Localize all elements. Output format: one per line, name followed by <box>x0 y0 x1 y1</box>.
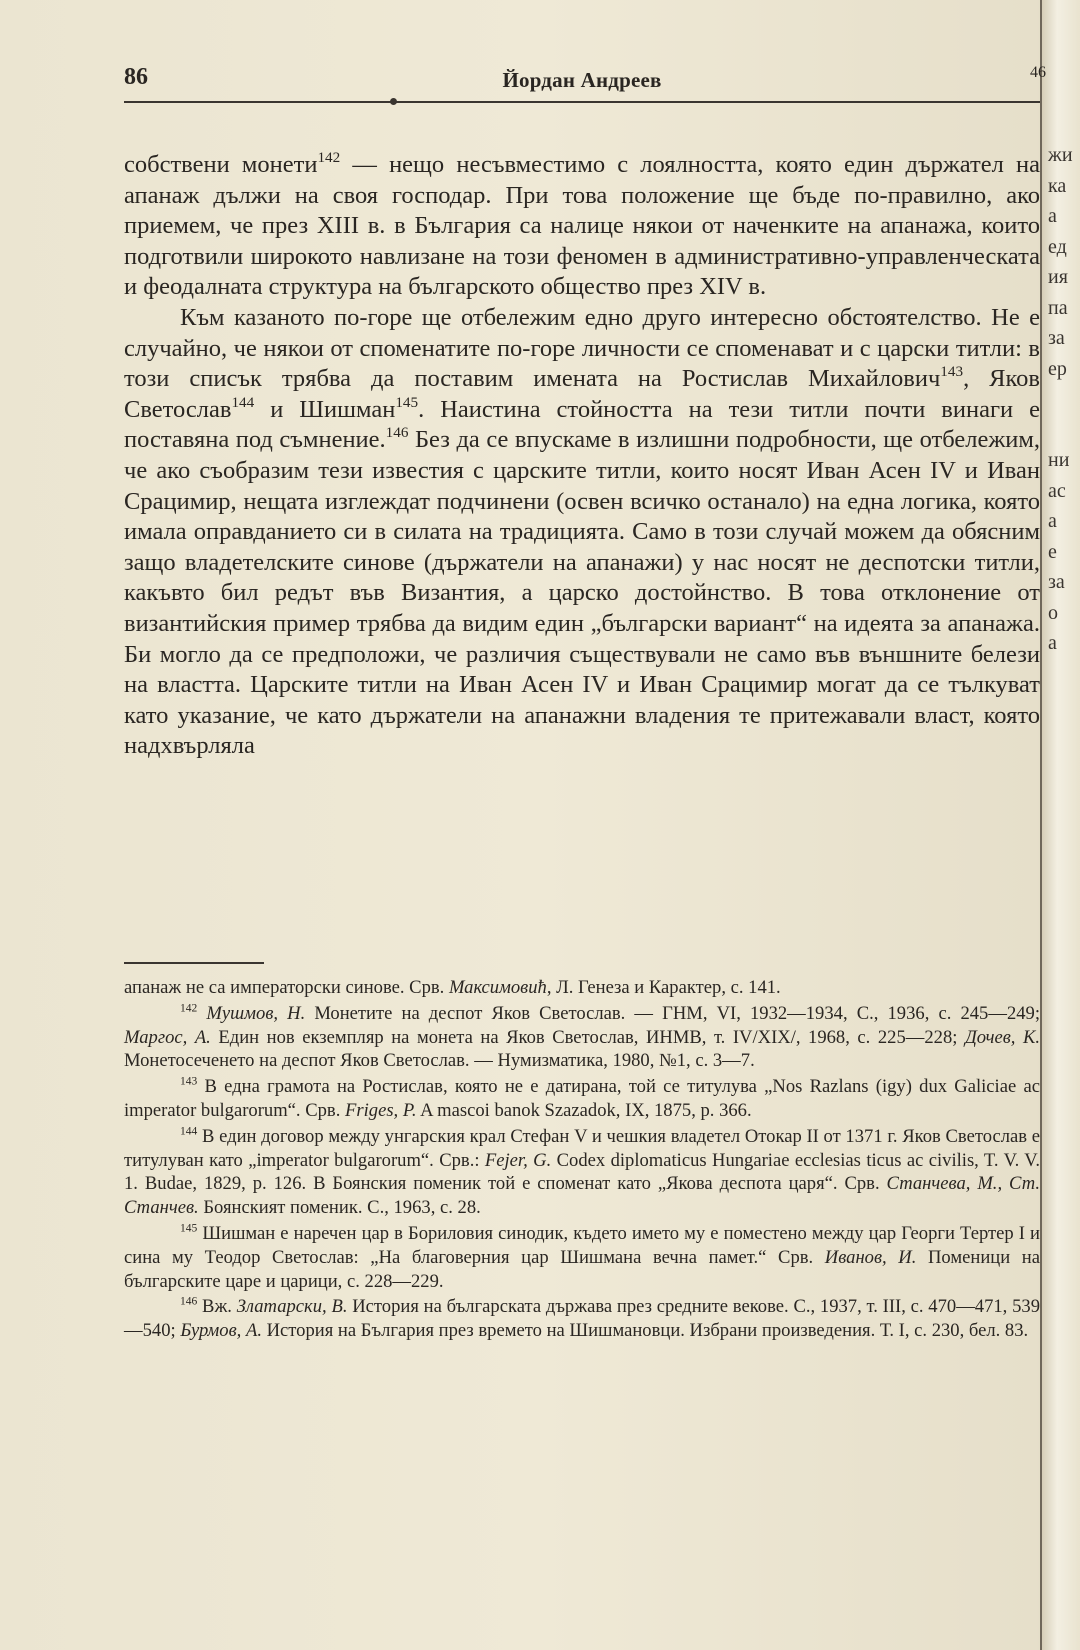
text-run: История на българската държава през средните векове. С., 1937, т. III, с. 470—471, 539—540; <box>124 1296 1040 1342</box>
edge-fragment <box>1046 750 1078 781</box>
main-text <box>124 150 1040 762</box>
footnote <box>124 1002 1040 1073</box>
running-author: Йордан Андреев <box>502 68 662 92</box>
edge-fragment <box>1046 415 1078 446</box>
text-run: , Л. Генеза и Карактер, с. 141. <box>546 977 781 998</box>
edge-fragment: за <box>1048 571 1065 593</box>
edge-fragment: а <box>1048 205 1057 227</box>
edge-fragment <box>1046 781 1078 812</box>
edge-fragment <box>1046 659 1078 690</box>
author-name: Мушмов, Н. <box>206 1002 306 1024</box>
footnote <box>124 1222 1040 1293</box>
footnote-continuation <box>124 976 1040 1000</box>
text-run: — нещо несъвместимо с лоялността, която един държател на апанаж дължи на своя господар. При това положение ще бъде по-правилно, ако приемем, че през XIII в. в България са налице някои от наченките на апанажа, които подготвили широкото навлизане на този феномен в административно-управленческата и феодалната структура на българското общество през XIV в. <box>124 151 1040 301</box>
edge-fragment <box>1046 384 1078 415</box>
edge-fragment <box>1046 689 1078 720</box>
footnote <box>124 1125 1040 1220</box>
text-run: Един нов екземпляр на монета на Яков Светослав, ИНМВ, т. IV/XIX/, 1968, с. 225—228; <box>210 1026 965 1048</box>
corner-mark: 46 <box>1030 64 1046 81</box>
text-run: Монетосеченето на деспот Яков Светослав. — Нумизматика, 1980, №1, с. 3—7. <box>124 1050 755 1072</box>
author-name: Станчева, М., Ст. Станчев. <box>124 1173 1041 1219</box>
text-run: Без да се впускаме в излишни подробности, ще отбележим, че ако съобразим тези известия с царските титли, които носят Иван Асен IV и Иван Срацимир, нещата изглеждат подчинени (освен всичко останало) на една логика, която имала оправданието си в силата на традицията. Само в този случай можем да обясним защо владетелските синове (държатели на апанажи) у нас носят не деспотски титли, какъвто бил редът във Византия, а царско достойнство. В това отклонение от византийския пример трябва да видим един „български вариант“ на идеята за апанажа. Би могло да се предположи, че различия съществували не само във външните белези на властта. Царските титли на Иван Асен IV и Иван Срацимир могат да се тълкуват като указание, че като държатели на апанажни владения те притежавали власт, която надхвърляла <box>124 426 1040 760</box>
text-run: В една грамота на Ростислав, която не е датирана, той се титулува „Nos Razlans (igy) dux Galiciae ac imperator bulgarorum“. Срв. <box>124 1076 1040 1121</box>
footnote-ref: 145 <box>395 393 419 411</box>
edge-fragment: ни <box>1048 449 1070 471</box>
edge-fragment <box>1046 811 1078 842</box>
author-name: Friges, P. <box>345 1099 417 1121</box>
text-run: собствени монети <box>124 151 318 178</box>
footnotes <box>124 976 1040 1345</box>
edge-fragment: а <box>1048 632 1057 654</box>
adjacent-page-edge <box>1040 0 1080 1650</box>
footnote-ref: 144 <box>231 393 255 411</box>
paragraph <box>124 303 1040 762</box>
text-run: Codex diplomaticus Hungariae ecclesias ticus ac civilis, T. V. V. 1. Budae, 1829, p. 126. В Боянския поменик той е споменат като „Якова деспота царя“. Срв. <box>124 1149 1040 1195</box>
author-name: Иванов, И. <box>824 1246 917 1268</box>
text-run: История на България през времето на Шишмановци. Избрани произведения. Т. I, с. 230, бел. 83. <box>261 1320 1029 1342</box>
text-run: Боянският поменик. С., 1963, с. 28. <box>198 1197 481 1219</box>
footnote <box>124 1075 1040 1123</box>
running-header <box>124 60 1046 100</box>
text-run: Поменици на българските царе и царици, с. 228—229. <box>124 1246 1040 1292</box>
header-rule <box>124 101 1040 103</box>
text-run: апанаж не са императорски синове. Срв. <box>124 977 449 998</box>
author-name: Максимовић <box>448 977 547 998</box>
edge-fragment: ас <box>1048 479 1066 502</box>
edge-fragment: ер <box>1048 357 1067 380</box>
edge-fragment: ка <box>1048 174 1067 197</box>
footnote-ref: 146 <box>180 1295 198 1308</box>
edge-fragment: о <box>1048 601 1058 624</box>
edge-fragment <box>1046 720 1078 751</box>
text-run: В един договор между унгарския крал Стефан V и чешкия владетел Отокар II от 1371 г. Яков Светослав е титулуван като „imperator bulgarorum“. Срв.: <box>124 1125 1040 1171</box>
edge-fragment: жи <box>1048 144 1073 166</box>
edge-fragment: а <box>1048 510 1057 532</box>
footnote-ref: 143 <box>940 363 964 381</box>
text-run: и Шишман <box>254 395 396 423</box>
footnote-separator <box>124 962 264 964</box>
footnote-ref: 144 <box>180 1125 198 1138</box>
edge-fragment <box>1046 842 1078 873</box>
text-run: . Наистина стойността на тези титли почти винаги е поставяна под съмнение. <box>124 395 1040 454</box>
edge-fragment: ия <box>1048 266 1068 288</box>
author-name: Маргос, А. <box>124 1026 211 1048</box>
paragraph <box>124 150 1040 303</box>
footnote-ref: 145 <box>180 1222 198 1235</box>
footnote <box>124 1295 1040 1343</box>
text-run: Към казаното по-горе ще отбележим едно друго интересно обстоятелство. Не е случайно, че някои от споменатите по-горе личности се споменават и с царски титли: в този списък трябва да поставим имената на Ростислав Михайлович <box>124 303 1040 393</box>
page-number: 86 <box>124 64 148 90</box>
text-run: Шишман е наречен цар в Бориловия синодик, където името му е поместено между цар Георги Тертер I и сина му Теодор Светослав: „На благоверния цар Шишмана вечна памет.“ Срв. <box>124 1222 1040 1268</box>
edge-fragment: за <box>1048 327 1065 349</box>
author-name: Fejer, G. <box>484 1149 552 1171</box>
footnote-ref: 146 <box>385 424 409 442</box>
author-name: Бурмов, А. <box>180 1320 262 1342</box>
text-run: Вж. <box>197 1296 237 1318</box>
text-run: Монетите на деспот Яков Светослав. — ГНМ, VI, 1932—1934, С., 1936, с. 245—249; <box>305 1002 1040 1024</box>
edge-fragment: е <box>1048 540 1057 563</box>
rule-ornament <box>390 98 397 105</box>
text-run: A mascoi banok Szazadok, IX, 1875, p. 366. <box>416 1099 752 1121</box>
edge-fragment: ед <box>1048 235 1067 258</box>
footnote-ref: 142 <box>180 1002 198 1015</box>
footnote-ref: 142 <box>317 149 341 167</box>
adjacent-page-fragments <box>1046 140 1078 872</box>
author-name: Дочев, К. <box>964 1026 1040 1048</box>
footnote-ref: 143 <box>180 1075 198 1088</box>
text-run: , Яков Светослав <box>124 365 1040 423</box>
author-name: Златарски, В. <box>236 1296 348 1318</box>
edge-fragment: па <box>1048 296 1068 319</box>
